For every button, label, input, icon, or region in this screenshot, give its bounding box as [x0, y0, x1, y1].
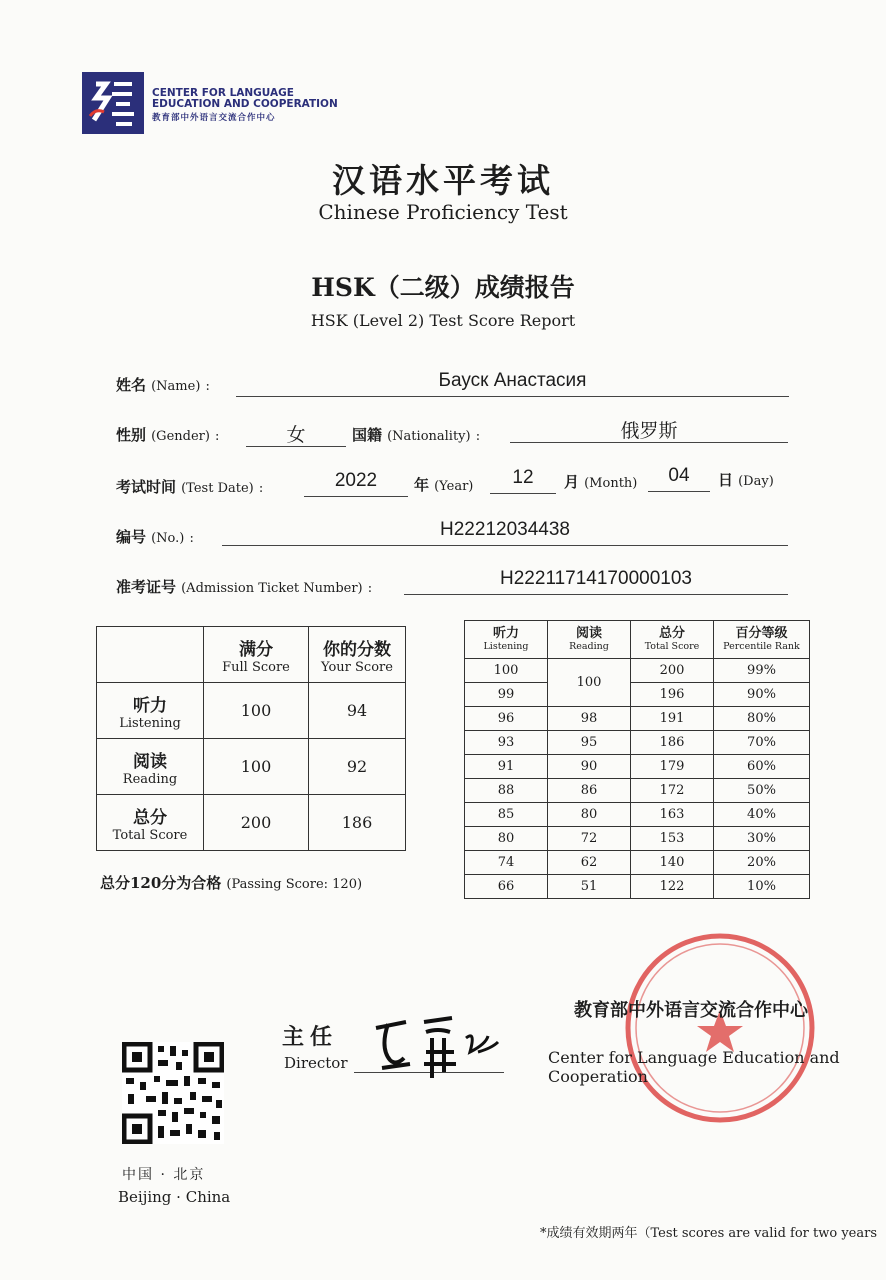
org-name-en: CENTER FOR LANGUAGE EDUCATION AND COOPERATION: [152, 87, 338, 110]
director-label-cn: 主任: [282, 1024, 339, 1050]
logo-mark-icon: [82, 72, 144, 134]
table-row: 74 62 140 20%: [465, 851, 810, 875]
table-row: 91 90 179 60%: [465, 755, 810, 779]
score-table: [96, 626, 406, 851]
report-title-en: HSK (Level 2) Test Score Report: [310, 311, 576, 330]
ticket-value: H22211714170000103: [404, 568, 788, 595]
city-cn: 中国 · 北京: [122, 1167, 206, 1183]
month-value: 12: [490, 467, 556, 494]
title-en: Chinese Proficiency Test: [318, 200, 568, 224]
org-name-cn: 教育部中外语言交流合作中心: [152, 113, 276, 123]
number-label: 编号 (No.) :: [116, 528, 194, 546]
table-row: 93 95 186 70%: [465, 731, 810, 755]
footer-org-en: Center for Language Education and Cooperation: [548, 1048, 840, 1086]
day-label: 日 (Day): [718, 471, 774, 489]
director-label-en: Director: [284, 1054, 348, 1072]
ticket-label: 准考证号 (Admission Ticket Number) :: [116, 578, 373, 596]
number-value: H22212034438: [222, 519, 788, 546]
title-cn: 汉语水平考试: [332, 161, 554, 200]
day-value: 04: [648, 465, 710, 492]
nationality-label: 国籍 (Nationality) :: [352, 426, 481, 444]
your-score-header: 你的分数 Your Score: [309, 627, 406, 683]
month-label: 月 (Month): [564, 473, 638, 491]
full-score-header: 满分 Full Score: [204, 627, 309, 683]
percentile-table: 听力 Listening 阅读 Reading 总分 Total Score 百分等级 Percentile Rank 100 100 200 99% 99 196 90% 96 98 191 80% 93 95 186 70% 91 90 179 60% 88 86 172 50% 85 80 163 40% 80 72 153 30% 74 62 140 20% 66 51 122 10%: [464, 620, 810, 899]
year-label: 年 (Year): [414, 476, 474, 494]
test-date-label: 考试时间 (Test Date) :: [116, 478, 264, 496]
table-row: 99 196 90%: [465, 683, 810, 707]
gender-label: 性别 (Gender) :: [116, 426, 220, 444]
signature-icon: [366, 1008, 506, 1088]
logo: [82, 72, 144, 134]
name-value: Бауск Анастасия: [236, 370, 789, 397]
table-row: 听力 Listening 100 94: [97, 683, 406, 739]
table-row: 100 100 200 99%: [465, 659, 810, 683]
table-row: 66 51 122 10%: [465, 875, 810, 899]
city-en: Beijing · China: [118, 1188, 231, 1206]
validity-note: *成绩有效期两年（Test scores are valid for two years: [540, 1226, 877, 1241]
report-title-cn: HSK（二级）成绩报告: [311, 273, 575, 302]
name-label: 姓名 (Name) :: [116, 376, 210, 394]
passing-score: 总分120分为合格 (Passing Score: 120): [100, 874, 363, 892]
table-row: 88 86 172 50%: [465, 779, 810, 803]
year-value: 2022: [304, 470, 408, 497]
footer-org-cn: 教育部中外语言交流合作中心: [574, 1000, 808, 1021]
table-row: 阅读 Reading 100 92: [97, 739, 406, 795]
gender-value: 女: [246, 420, 346, 447]
table-row: 96 98 191 80%: [465, 707, 810, 731]
table-row: 总分 Total Score 200 186: [97, 795, 406, 851]
table-row: 85 80 163 40%: [465, 803, 810, 827]
qr-code-icon: [122, 1042, 224, 1144]
nationality-value: 俄罗斯: [510, 416, 788, 443]
official-seal-icon: [622, 930, 818, 1126]
table-row: 80 72 153 30%: [465, 827, 810, 851]
